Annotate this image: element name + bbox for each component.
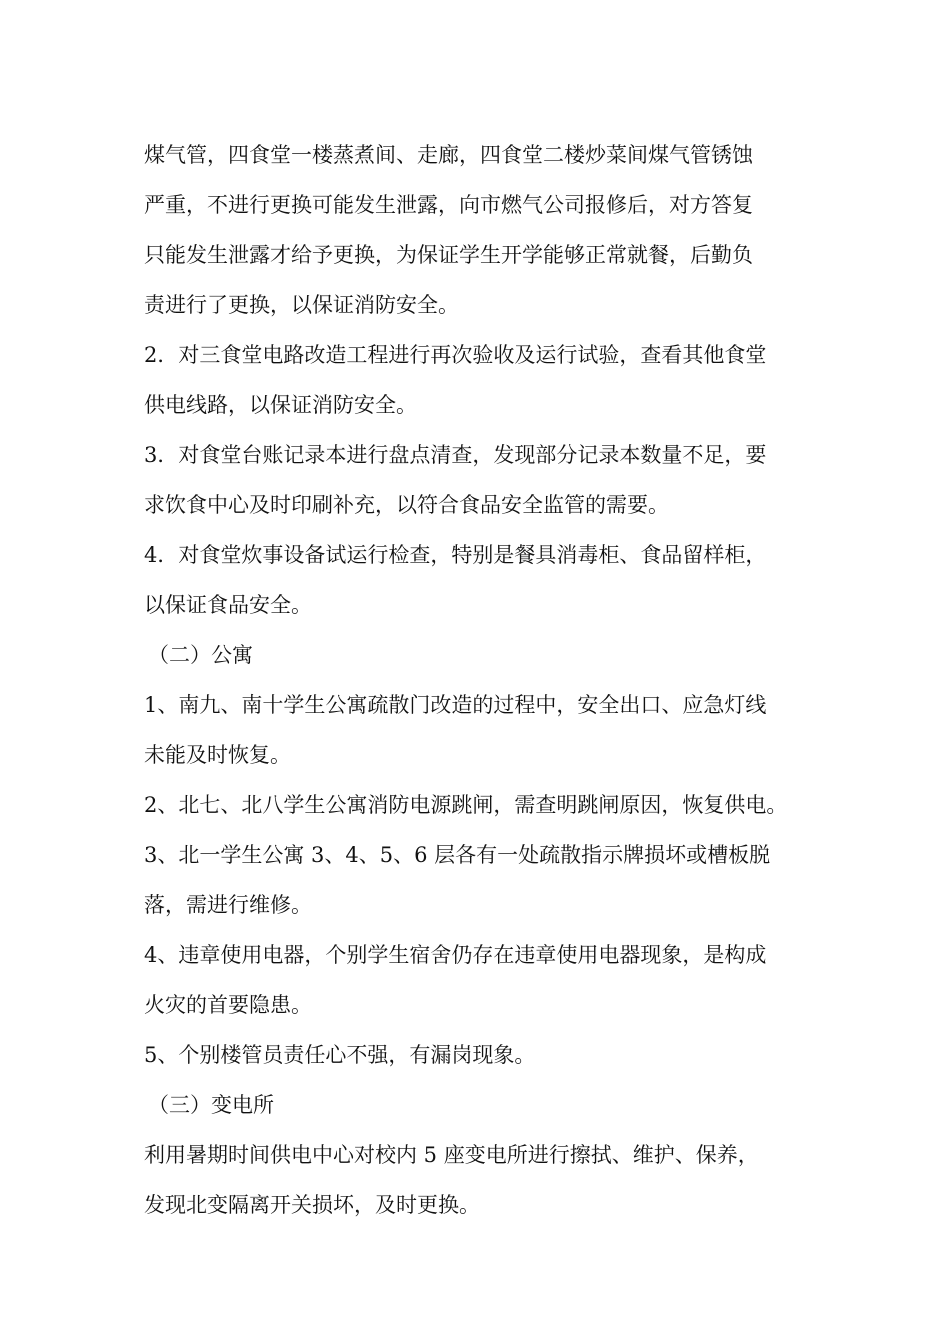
paragraph-line: 只能发生泄露才给予更换，为保证学生开学能够正常就餐，后勤负: [144, 243, 753, 267]
list-item-line: 供电线路，以保证消防安全。: [144, 393, 417, 417]
list-item-line: 4．对食堂炊事设备试运行检查，特别是餐具消毒柜、食品留样柜，: [144, 543, 767, 567]
list-item-line: 1、南九、南十学生公寓疏散门改造的过程中，安全出口、应急灯线: [144, 693, 767, 717]
document-body: [144, 130, 824, 1230]
paragraph-line: 煤气管，四食堂一楼蒸煮间、走廊，四食堂二楼炒菜间煤气管锈蚀: [144, 143, 753, 167]
list-item-line: 落，需进行维修。: [144, 893, 312, 917]
list-item-line: 火灾的首要隐患。: [144, 993, 312, 1017]
list-item-line: 未能及时恢复。: [144, 743, 291, 767]
list-item-line: 2．对三食堂电路改造工程进行再次验收及运行试验，查看其他食堂: [144, 343, 767, 367]
paragraph-line: 发现北变隔离开关损坏，及时更换。: [144, 1193, 480, 1217]
section-heading: （二）公寓: [148, 643, 253, 667]
paragraph-line: 严重，不进行更换可能发生泄露，向市燃气公司报修后，对方答复: [144, 193, 753, 217]
paragraph-line: 责进行了更换，以保证消防安全。: [144, 293, 459, 317]
list-item-line: 5、个别楼管员责任心不强，有漏岗现象。: [144, 1043, 536, 1067]
list-item-line: 求饮食中心及时印刷补充，以符合食品安全监管的需要。: [144, 493, 669, 517]
list-item-line: 以保证食品安全。: [144, 593, 312, 617]
list-item-line: 3、北一学生公寓 3、4、5、6 层各有一处疏散指示牌损坏或槽板脱: [144, 843, 771, 867]
section-heading: （三）变电所: [148, 1093, 274, 1117]
paragraph-line: 利用暑期时间供电中心对校内 5 座变电所进行擦拭、维护、保养，: [144, 1143, 759, 1167]
list-item-line: 3．对食堂台账记录本进行盘点清查，发现部分记录本数量不足，要: [144, 443, 767, 467]
list-item-line: 2、北七、北八学生公寓消防电源跳闸，需查明跳闸原因，恢复供电。: [144, 793, 788, 817]
list-item-line: 4、违章使用电器，个别学生宿舍仍存在违章使用电器现象，是构成: [144, 943, 767, 967]
